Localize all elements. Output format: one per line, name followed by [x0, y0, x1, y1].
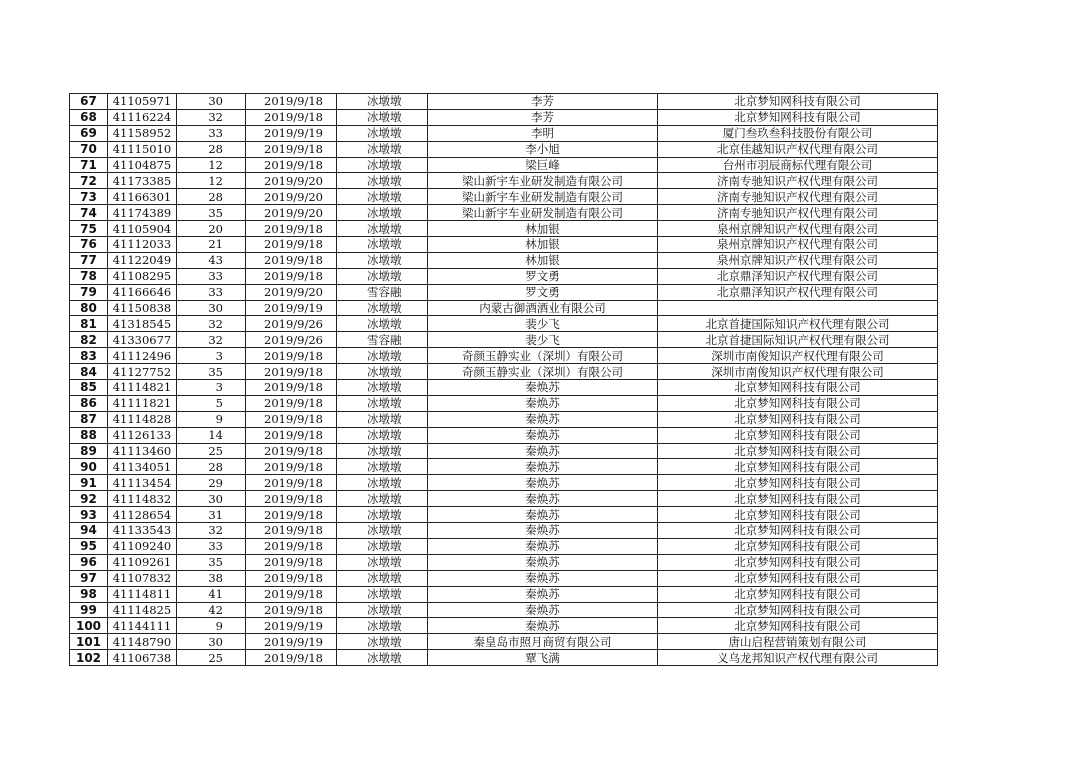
- table-row: [70, 380, 938, 396]
- applicant-name: 秦焕苏: [428, 618, 658, 634]
- application-date: 2019/9/18: [246, 554, 337, 570]
- trademark-name: 冰墩墩: [337, 157, 428, 173]
- row-number: 96: [70, 554, 108, 570]
- trademark-name: 雪容融: [337, 332, 428, 348]
- registration-number: 41113454: [108, 475, 177, 491]
- trademark-class: 38: [177, 570, 246, 586]
- trademark-class: 20: [177, 221, 246, 237]
- row-number: 69: [70, 125, 108, 141]
- applicant-name: 奇颜玉静实业（深圳）有限公司: [428, 364, 658, 380]
- agent-name: 北京梦知网科技有限公司: [658, 491, 938, 507]
- table-row: [70, 427, 938, 443]
- row-number: 84: [70, 364, 108, 380]
- table-row: [70, 284, 938, 300]
- application-date: 2019/9/20: [246, 284, 337, 300]
- agent-name: 济南专驰知识产权代理有限公司: [658, 189, 938, 205]
- trademark-name: 冰墩墩: [337, 316, 428, 332]
- applicant-name: 内蒙古御酒酒业有限公司: [428, 300, 658, 316]
- agent-name: 北京梦知网科技有限公司: [658, 554, 938, 570]
- table-row: [70, 443, 938, 459]
- table-row: [70, 554, 938, 570]
- trademark-name: 冰墩墩: [337, 586, 428, 602]
- trademark-name: 冰墩墩: [337, 348, 428, 364]
- trademark-name: 冰墩墩: [337, 523, 428, 539]
- agent-name: 北京梦知网科技有限公司: [658, 475, 938, 491]
- row-number: 79: [70, 284, 108, 300]
- row-number: 98: [70, 586, 108, 602]
- agent-name: 唐山启程营销策划有限公司: [658, 634, 938, 650]
- trademark-name: 冰墩墩: [337, 189, 428, 205]
- row-number: 101: [70, 634, 108, 650]
- registration-number: 41127752: [108, 364, 177, 380]
- trademark-name: 冰墩墩: [337, 427, 428, 443]
- registration-number: 41107832: [108, 570, 177, 586]
- agent-name: 北京梦知网科技有限公司: [658, 395, 938, 411]
- table-row: [70, 237, 938, 253]
- table-row: [70, 618, 938, 634]
- registration-number: 41134051: [108, 459, 177, 475]
- trademark-class: 3: [177, 380, 246, 396]
- registration-number: 41133543: [108, 523, 177, 539]
- agent-name: 北京梦知网科技有限公司: [658, 443, 938, 459]
- agent-name: 北京梦知网科技有限公司: [658, 94, 938, 110]
- table-row: [70, 300, 938, 316]
- applicant-name: 秦焕苏: [428, 554, 658, 570]
- row-number: 97: [70, 570, 108, 586]
- agent-name: 泉州京牌知识产权代理有限公司: [658, 221, 938, 237]
- table-row: [70, 364, 938, 380]
- table-row: [70, 125, 938, 141]
- registration-number: 41109240: [108, 538, 177, 554]
- applicant-name: 秦焕苏: [428, 586, 658, 602]
- row-number: 71: [70, 157, 108, 173]
- agent-name: 北京梦知网科技有限公司: [658, 459, 938, 475]
- application-date: 2019/9/18: [246, 109, 337, 125]
- agent-name: 深圳市南俊知识产权代理有限公司: [658, 364, 938, 380]
- application-date: 2019/9/18: [246, 538, 337, 554]
- table-row: [70, 570, 938, 586]
- applicant-name: 覃飞满: [428, 650, 658, 666]
- agent-name: 北京梦知网科技有限公司: [658, 618, 938, 634]
- trademark-name: 冰墩墩: [337, 94, 428, 110]
- table-row: [70, 634, 938, 650]
- trademark-class: 28: [177, 189, 246, 205]
- applicant-name: 秦焕苏: [428, 507, 658, 523]
- applicant-name: 林加银: [428, 221, 658, 237]
- agent-name: 北京梦知网科技有限公司: [658, 570, 938, 586]
- trademark-class: 35: [177, 205, 246, 221]
- row-number: 73: [70, 189, 108, 205]
- trademark-name: 冰墩墩: [337, 475, 428, 491]
- row-number: 95: [70, 538, 108, 554]
- application-date: 2019/9/18: [246, 427, 337, 443]
- agent-name: 北京梦知网科技有限公司: [658, 507, 938, 523]
- application-date: 2019/9/20: [246, 205, 337, 221]
- trademark-name: 冰墩墩: [337, 538, 428, 554]
- trademark-class: 3: [177, 348, 246, 364]
- row-number: 67: [70, 94, 108, 110]
- registration-number: 41115010: [108, 141, 177, 157]
- registration-number: 41174389: [108, 205, 177, 221]
- application-date: 2019/9/18: [246, 221, 337, 237]
- table-row: [70, 459, 938, 475]
- applicant-name: 林加银: [428, 237, 658, 253]
- table-row: [70, 205, 938, 221]
- table-row: [70, 173, 938, 189]
- application-date: 2019/9/26: [246, 316, 337, 332]
- table-row: [70, 316, 938, 332]
- applicant-name: 秦焕苏: [428, 459, 658, 475]
- table-row: [70, 189, 938, 205]
- applicant-name: 罗文勇: [428, 268, 658, 284]
- applicant-name: 梁山新宇车业研发制造有限公司: [428, 205, 658, 221]
- application-date: 2019/9/18: [246, 94, 337, 110]
- applicant-name: 罗文勇: [428, 284, 658, 300]
- applicant-name: 秦焕苏: [428, 443, 658, 459]
- applicant-name: 李芳: [428, 94, 658, 110]
- registration-number: 41112033: [108, 237, 177, 253]
- row-number: 88: [70, 427, 108, 443]
- table-row: [70, 475, 938, 491]
- table-row: [70, 157, 938, 173]
- registration-number: 41158952: [108, 125, 177, 141]
- applicant-name: 秦焕苏: [428, 523, 658, 539]
- row-number: 83: [70, 348, 108, 364]
- table-row: [70, 491, 938, 507]
- applicant-name: 李芳: [428, 109, 658, 125]
- trademark-name: 雪容融: [337, 284, 428, 300]
- table-row: [70, 109, 938, 125]
- trademark-name: 冰墩墩: [337, 459, 428, 475]
- trademark-name: 冰墩墩: [337, 125, 428, 141]
- registration-number: 41128654: [108, 507, 177, 523]
- application-date: 2019/9/18: [246, 252, 337, 268]
- trademark-class: 33: [177, 125, 246, 141]
- table-row: [70, 141, 938, 157]
- table-row: [70, 602, 938, 618]
- applicant-name: 奇颜玉静实业（深圳）有限公司: [428, 348, 658, 364]
- application-date: 2019/9/18: [246, 395, 337, 411]
- trademark-class: 43: [177, 252, 246, 268]
- registration-number: 41116224: [108, 109, 177, 125]
- application-date: 2019/9/19: [246, 125, 337, 141]
- trademark-name: 冰墩墩: [337, 268, 428, 284]
- table-row: [70, 395, 938, 411]
- application-date: 2019/9/18: [246, 491, 337, 507]
- trademark-name: 冰墩墩: [337, 507, 428, 523]
- applicant-name: 李小旭: [428, 141, 658, 157]
- application-date: 2019/9/18: [246, 348, 337, 364]
- agent-name: 厦门叁玖叁科技股份有限公司: [658, 125, 938, 141]
- trademark-class: 5: [177, 395, 246, 411]
- agent-name: 北京梦知网科技有限公司: [658, 411, 938, 427]
- applicant-name: 秦焕苏: [428, 427, 658, 443]
- trademark-class: 33: [177, 538, 246, 554]
- agent-name: 济南专驰知识产权代理有限公司: [658, 205, 938, 221]
- trademark-class: 42: [177, 602, 246, 618]
- registration-number: 41166301: [108, 189, 177, 205]
- trademark-name: 冰墩墩: [337, 443, 428, 459]
- application-date: 2019/9/18: [246, 364, 337, 380]
- agent-name: 北京首捷国际知识产权代理有限公司: [658, 332, 938, 348]
- agent-name: 北京梦知网科技有限公司: [658, 602, 938, 618]
- registration-number: 41105904: [108, 221, 177, 237]
- registration-number: 41166646: [108, 284, 177, 300]
- agent-name: 北京梦知网科技有限公司: [658, 538, 938, 554]
- row-number: 77: [70, 252, 108, 268]
- applicant-name: 秦焕苏: [428, 538, 658, 554]
- row-number: 90: [70, 459, 108, 475]
- application-date: 2019/9/20: [246, 189, 337, 205]
- agent-name: [658, 300, 938, 316]
- trademark-name: 冰墩墩: [337, 411, 428, 427]
- registration-number: 41126133: [108, 427, 177, 443]
- application-date: 2019/9/18: [246, 237, 337, 253]
- row-number: 74: [70, 205, 108, 221]
- application-date: 2019/9/18: [246, 523, 337, 539]
- registration-number: 41106738: [108, 650, 177, 666]
- registration-number: 41330677: [108, 332, 177, 348]
- trademark-name: 冰墩墩: [337, 395, 428, 411]
- application-date: 2019/9/18: [246, 380, 337, 396]
- applicant-name: 裴少飞: [428, 316, 658, 332]
- row-number: 70: [70, 141, 108, 157]
- agent-name: 台州市羽辰商标代理有限公司: [658, 157, 938, 173]
- application-date: 2019/9/19: [246, 300, 337, 316]
- agent-name: 北京鼎泽知识产权代理有限公司: [658, 268, 938, 284]
- trademark-class: 25: [177, 443, 246, 459]
- row-number: 92: [70, 491, 108, 507]
- table-row: [70, 221, 938, 237]
- trademark-class: 9: [177, 411, 246, 427]
- registration-number: 41114825: [108, 602, 177, 618]
- row-number: 80: [70, 300, 108, 316]
- applicant-name: 梁山新宇车业研发制造有限公司: [428, 189, 658, 205]
- registration-number: 41173385: [108, 173, 177, 189]
- registration-number: 41144111: [108, 618, 177, 634]
- registration-number: 41104875: [108, 157, 177, 173]
- applicant-name: 秦焕苏: [428, 570, 658, 586]
- trademark-name: 冰墩墩: [337, 205, 428, 221]
- agent-name: 北京梦知网科技有限公司: [658, 586, 938, 602]
- trademark-class: 29: [177, 475, 246, 491]
- trademark-class: 21: [177, 237, 246, 253]
- application-date: 2019/9/18: [246, 602, 337, 618]
- trademark-class: 30: [177, 94, 246, 110]
- registration-number: 41108295: [108, 268, 177, 284]
- applicant-name: 梁巨峰: [428, 157, 658, 173]
- row-number: 68: [70, 109, 108, 125]
- applicant-name: 李明: [428, 125, 658, 141]
- trademark-name: 冰墩墩: [337, 141, 428, 157]
- trademark-name: 冰墩墩: [337, 491, 428, 507]
- trademark-name: 冰墩墩: [337, 554, 428, 570]
- applicant-name: 秦焕苏: [428, 411, 658, 427]
- application-date: 2019/9/26: [246, 332, 337, 348]
- table-row: [70, 586, 938, 602]
- row-number: 99: [70, 602, 108, 618]
- application-date: 2019/9/18: [246, 268, 337, 284]
- row-number: 91: [70, 475, 108, 491]
- application-date: 2019/9/18: [246, 443, 337, 459]
- applicant-name: 裴少飞: [428, 332, 658, 348]
- row-number: 94: [70, 523, 108, 539]
- registration-number: 41109261: [108, 554, 177, 570]
- trademark-class: 41: [177, 586, 246, 602]
- applicant-name: 梁山新宇车业研发制造有限公司: [428, 173, 658, 189]
- applicant-name: 林加银: [428, 252, 658, 268]
- applicant-name: 秦皇岛市照月商贸有限公司: [428, 634, 658, 650]
- agent-name: 泉州京牌知识产权代理有限公司: [658, 252, 938, 268]
- row-number: 102: [70, 650, 108, 666]
- registration-number: 41122049: [108, 252, 177, 268]
- application-date: 2019/9/20: [246, 173, 337, 189]
- table-row: [70, 332, 938, 348]
- application-date: 2019/9/18: [246, 650, 337, 666]
- registration-number: 41148790: [108, 634, 177, 650]
- row-number: 75: [70, 221, 108, 237]
- application-date: 2019/9/18: [246, 570, 337, 586]
- trademark-name: 冰墩墩: [337, 570, 428, 586]
- trademark-class: 28: [177, 459, 246, 475]
- row-number: 87: [70, 411, 108, 427]
- row-number: 85: [70, 380, 108, 396]
- registration-number: 41112496: [108, 348, 177, 364]
- row-number: 72: [70, 173, 108, 189]
- trademark-table: [69, 93, 938, 666]
- trademark-class: 32: [177, 109, 246, 125]
- row-number: 81: [70, 316, 108, 332]
- row-number: 82: [70, 332, 108, 348]
- agent-name: 深圳市南俊知识产权代理有限公司: [658, 348, 938, 364]
- application-date: 2019/9/18: [246, 141, 337, 157]
- agent-name: 北京梦知网科技有限公司: [658, 427, 938, 443]
- agent-name: 北京佳越知识产权代理有限公司: [658, 141, 938, 157]
- registration-number: 41105971: [108, 94, 177, 110]
- trademark-class: 25: [177, 650, 246, 666]
- table-row: [70, 268, 938, 284]
- trademark-name: 冰墩墩: [337, 602, 428, 618]
- agent-name: 北京梦知网科技有限公司: [658, 109, 938, 125]
- applicant-name: 秦焕苏: [428, 602, 658, 618]
- agent-name: 义乌龙邦知识产权代理有限公司: [658, 650, 938, 666]
- trademark-name: 冰墩墩: [337, 618, 428, 634]
- trademark-name: 冰墩墩: [337, 300, 428, 316]
- agent-name: 北京鼎泽知识产权代理有限公司: [658, 284, 938, 300]
- table-row: [70, 523, 938, 539]
- registration-number: 41111821: [108, 395, 177, 411]
- applicant-name: 秦焕苏: [428, 475, 658, 491]
- application-date: 2019/9/18: [246, 459, 337, 475]
- table-row: [70, 94, 938, 110]
- table-row: [70, 411, 938, 427]
- trademark-class: 32: [177, 332, 246, 348]
- trademark-class: 12: [177, 157, 246, 173]
- row-number: 76: [70, 237, 108, 253]
- registration-number: 41318545: [108, 316, 177, 332]
- registration-number: 41114828: [108, 411, 177, 427]
- trademark-class: 33: [177, 284, 246, 300]
- row-number: 86: [70, 395, 108, 411]
- agent-name: 北京梦知网科技有限公司: [658, 523, 938, 539]
- trademark-class: 14: [177, 427, 246, 443]
- trademark-class: 33: [177, 268, 246, 284]
- trademark-class: 31: [177, 507, 246, 523]
- table-row: [70, 538, 938, 554]
- row-number: 93: [70, 507, 108, 523]
- trademark-name: 冰墩墩: [337, 221, 428, 237]
- trademark-name: 冰墩墩: [337, 173, 428, 189]
- agent-name: 济南专驰知识产权代理有限公司: [658, 173, 938, 189]
- table-body: [70, 94, 938, 666]
- application-date: 2019/9/18: [246, 475, 337, 491]
- applicant-name: 秦焕苏: [428, 395, 658, 411]
- application-date: 2019/9/18: [246, 157, 337, 173]
- application-date: 2019/9/18: [246, 411, 337, 427]
- trademark-class: 32: [177, 316, 246, 332]
- row-number: 100: [70, 618, 108, 634]
- trademark-name: 冰墩墩: [337, 364, 428, 380]
- trademark-name: 冰墩墩: [337, 380, 428, 396]
- agent-name: 泉州京牌知识产权代理有限公司: [658, 237, 938, 253]
- table-row: [70, 348, 938, 364]
- trademark-name: 冰墩墩: [337, 634, 428, 650]
- trademark-name: 冰墩墩: [337, 109, 428, 125]
- agent-name: 北京梦知网科技有限公司: [658, 380, 938, 396]
- application-date: 2019/9/18: [246, 507, 337, 523]
- registration-number: 41114811: [108, 586, 177, 602]
- trademark-class: 30: [177, 300, 246, 316]
- registration-number: 41113460: [108, 443, 177, 459]
- trademark-name: 冰墩墩: [337, 237, 428, 253]
- trademark-class: 30: [177, 491, 246, 507]
- application-date: 2019/9/19: [246, 634, 337, 650]
- registration-number: 41114821: [108, 380, 177, 396]
- trademark-class: 9: [177, 618, 246, 634]
- application-date: 2019/9/19: [246, 618, 337, 634]
- trademark-name: 冰墩墩: [337, 252, 428, 268]
- application-date: 2019/9/18: [246, 586, 337, 602]
- table-row: [70, 507, 938, 523]
- applicant-name: 秦焕苏: [428, 491, 658, 507]
- trademark-class: 35: [177, 554, 246, 570]
- agent-name: 北京首捷国际知识产权代理有限公司: [658, 316, 938, 332]
- registration-number: 41150838: [108, 300, 177, 316]
- row-number: 89: [70, 443, 108, 459]
- trademark-class: 35: [177, 364, 246, 380]
- registration-number: 41114832: [108, 491, 177, 507]
- trademark-class: 28: [177, 141, 246, 157]
- trademark-class: 32: [177, 523, 246, 539]
- table-row: [70, 650, 938, 666]
- applicant-name: 秦焕苏: [428, 380, 658, 396]
- trademark-class: 12: [177, 173, 246, 189]
- trademark-class: 30: [177, 634, 246, 650]
- row-number: 78: [70, 268, 108, 284]
- trademark-name: 冰墩墩: [337, 650, 428, 666]
- table-row: [70, 252, 938, 268]
